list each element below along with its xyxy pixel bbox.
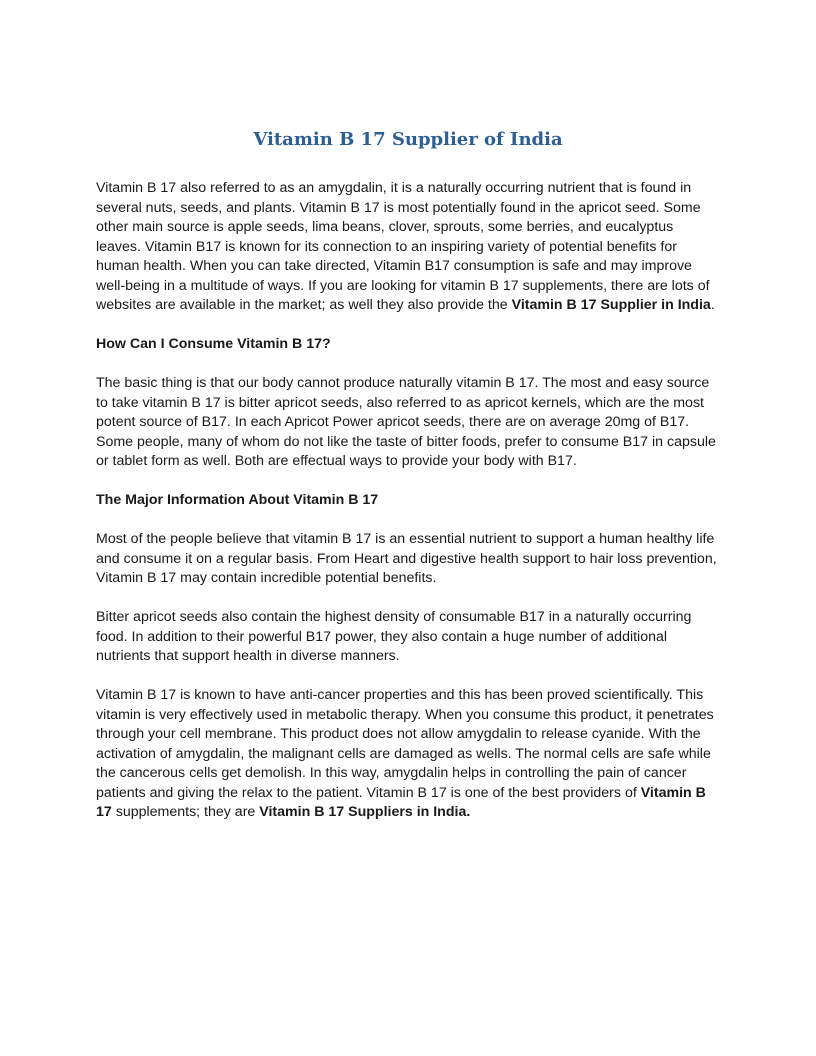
page-title: Vitamin B 17 Supplier of India xyxy=(253,129,563,150)
major-info-paragraph-1: Most of the people believe that vitamin B 17 is an essential nutrient to support a human healthy life and consume it on a regular basis. From Heart and digestive health support to hair loss prevention, Vitamin B 17 may contain incredible potential benefits. xyxy=(96,531,717,586)
consume-paragraph: The basic thing is that our body cannot produce naturally vitamin B 17. The most and easy source to take vitamin B 17 is bitter apricot seeds, also referred to as apricot kernels, which are the most potent source of B17. In each Apricot Power apricot seeds, there are on average 20mg of B17. Some people, many of whom do not like the taste of bitter foods, prefer to consume B17 in capsule or tablet form as well. Both are effectual ways to provide your body with B17. xyxy=(96,375,716,469)
intro-bold-link: Vitamin B 17 Supplier in India xyxy=(511,297,711,313)
anti-cancer-bold-1: Vitamin B 17 xyxy=(96,784,706,820)
intro-paragraph xyxy=(96,179,720,316)
anti-cancer-text: Vitamin B 17 is known to have anti-cancer properties and this has been proved scientifically. This vitamin is very effectively used in metabolic therapy. When you consume this product, it penetrates through your cell membrane. This product does not allow amygdalin to release cyanide. With the activation of amygdalin, the malignant cells are damaged as wells. The normal cells are safe while the cancerous cells get demolish. In this way, amygdalin helps in controlling the pain of cancer patients and giving the relax to the patient. Vitamin B 17 is one of the best providers of xyxy=(96,687,714,801)
anti-cancer-paragraph xyxy=(96,686,720,823)
section-heading-major-info: The Major Information About Vitamin B 17 xyxy=(96,492,379,508)
anti-cancer-mid: supplements; they are xyxy=(111,804,260,820)
major-info-paragraph-2: Bitter apricot seeds also contain the highest density of consumable B17 in a naturally occurring food. In addition to their powerful B17 power, they also contain a huge number of additional nutrients that support health in diverse manners. xyxy=(96,609,692,664)
document-page xyxy=(96,128,720,842)
intro-text: Vitamin B 17 also referred to as an amygdalin, it is a naturally occurring nutrient that is found in several nuts, seeds, and plants. Vitamin B 17 is most potentially found in the apricot seed. Some other main source is apple seeds, lima beans, clover, sprouts, some berries, and eucalyptus leaves. Vitamin B17 is known for its connection to an inspiring variety of potential benefits for human health. When you can take directed, Vitamin B17 consumption is safe and may improve well-being in a multitude of ways. If you are looking for vitamin B 17 supplements, there are lots of websites are available in the market; as well they also provide the xyxy=(96,180,710,313)
anti-cancer-bold-2: Vitamin B 17 Suppliers in India. xyxy=(259,804,471,820)
intro-end: . xyxy=(710,297,715,313)
section-heading-consume: How Can I Consume Vitamin B 17? xyxy=(96,336,331,352)
